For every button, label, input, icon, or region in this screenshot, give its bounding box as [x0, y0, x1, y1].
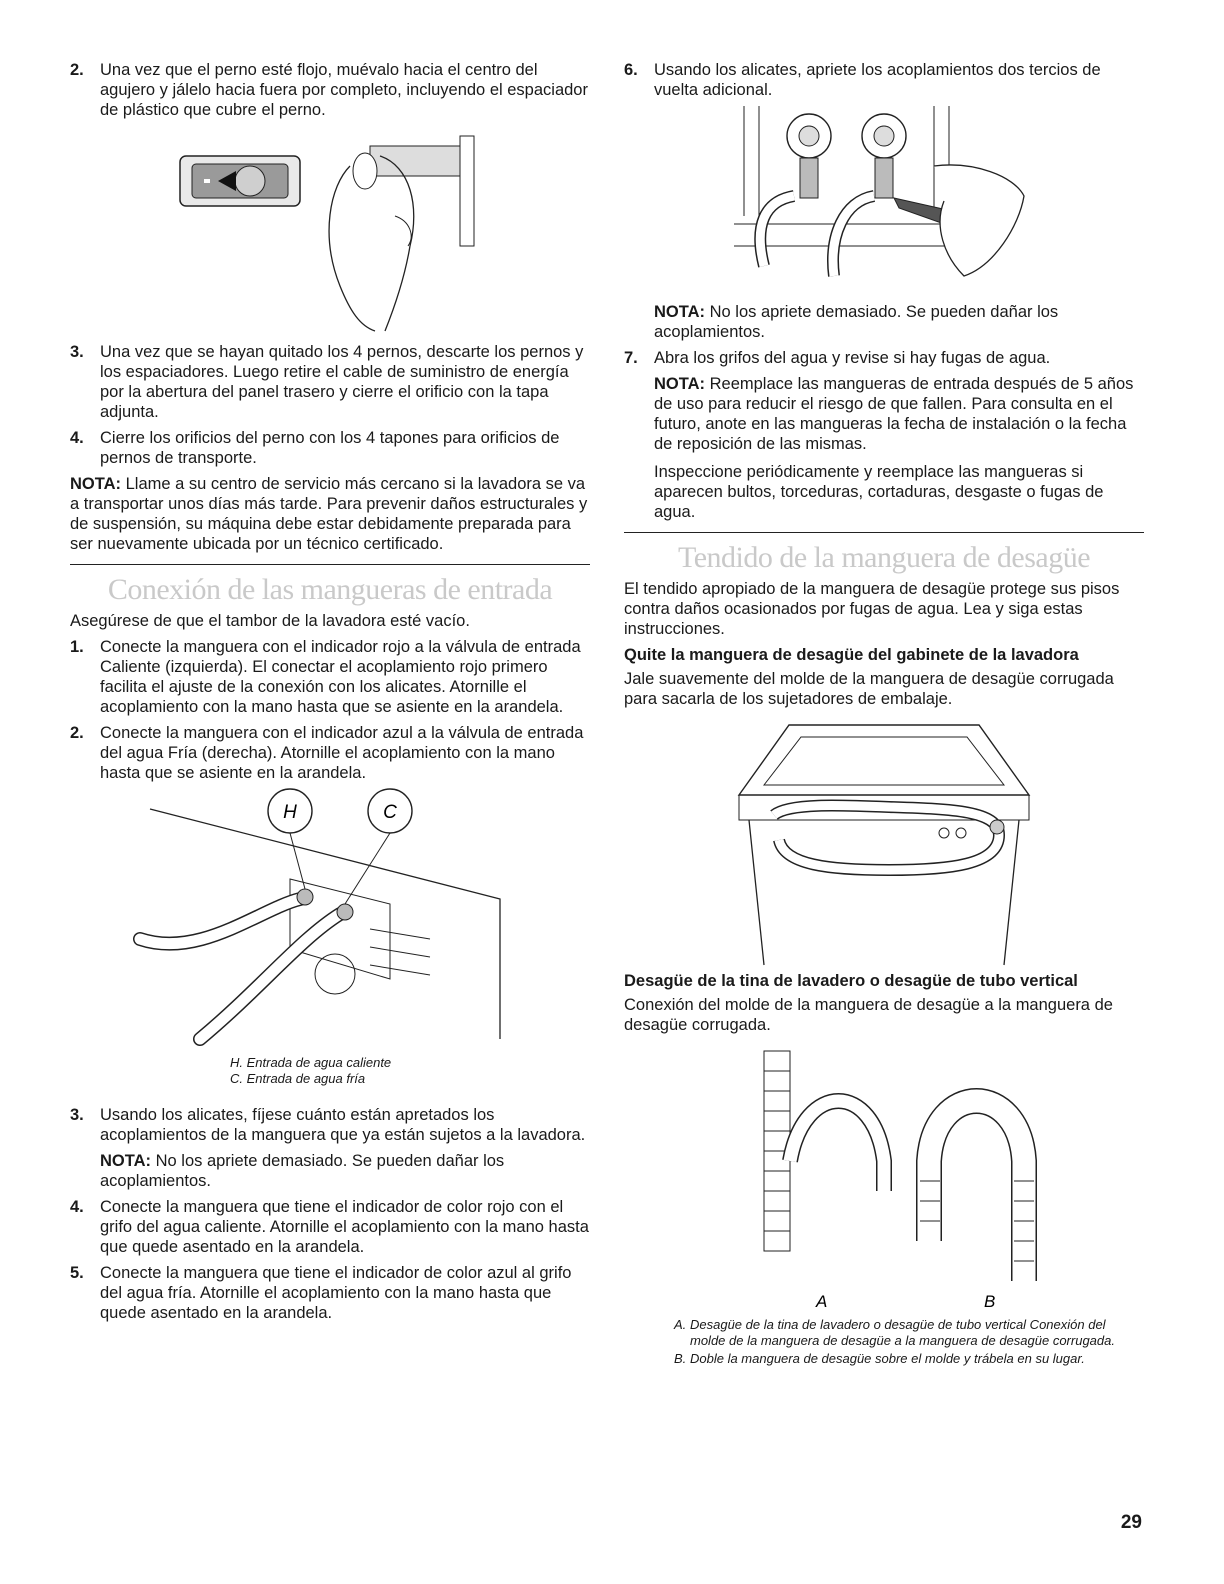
section-divider — [70, 564, 590, 565]
step-3 — [70, 342, 590, 422]
step-4 — [70, 428, 590, 468]
note-overtighten — [70, 1151, 590, 1191]
note-overtighten-2 — [624, 302, 1144, 342]
step-number: 2. — [70, 724, 84, 742]
subheading-laundry-tub: Desagüe de la tina de lavadero o desagüe de tubo vertical — [624, 972, 1078, 990]
note-label: NOTA: — [654, 303, 706, 321]
label-h: H — [283, 802, 297, 823]
note-text: No los apriete demasiado. Se pueden dañar los acoplamientos. — [100, 1152, 505, 1190]
inlet-step-1 — [70, 637, 590, 717]
caption-list — [624, 1317, 1144, 1367]
step-number: 4. — [70, 1198, 84, 1216]
caption-text: Desagüe de la tina de lavadero o desagüe de tubo vertical Conexión del molde de la manguera de desagüe a la manguera de desagüe corrugada. — [690, 1317, 1115, 1348]
step-number: 3. — [70, 343, 84, 361]
caption-c: C. Entrada de agua fría — [230, 1071, 366, 1086]
drain-intro: El tendido apropiado de la manguera de desagüe protege sus pisos contra daños ocasionados por fugas de agua. Lea y siga estas instrucciones. — [624, 580, 1120, 638]
inlet-intro: Asegúrese de que el tambor de la lavadora esté vacío. — [70, 612, 470, 630]
inlet-step-4 — [70, 1197, 590, 1257]
caption-key: A. — [674, 1317, 687, 1332]
caption-a — [674, 1317, 1144, 1349]
step-2 — [70, 60, 590, 120]
caption-text: Doble la manguera de desagüe sobre el molde y trábela en su lugar. — [690, 1351, 1085, 1366]
laundry-tub-text: Conexión del molde de la manguera de desagüe a la manguera de desagüe corrugada. — [624, 996, 1113, 1034]
step-number: 7. — [624, 349, 638, 367]
left-column — [70, 60, 590, 1329]
step-text: Conecte la manguera con el indicador rojo a la válvula de entrada Caliente (izquierda). El conectar el acoplamiento rojo primero facilita el ajuste de la conexión con los alicates. Atornille el acoplamiento con la mano hasta que se asiente en la arandela. — [100, 638, 581, 716]
washer-back-illustration — [729, 715, 1039, 965]
inspect-text: Inspeccione periódicamente y reemplace las mangueras si aparecen bultos, torceduras, cortaduras, desgaste o fugas de agua. — [654, 463, 1104, 521]
step-number: 5. — [70, 1264, 84, 1282]
step-text: Usando los alicates, fíjese cuánto están apretados los acoplamientos de la manguera que ya están sujetos a la lavadora. — [100, 1106, 586, 1144]
step-number: 2. — [70, 61, 84, 79]
label-c: C — [383, 802, 397, 823]
step-text: Conecte la manguera con el indicador azul a la válvula de entrada del agua Fría (derecha). Atornille el acoplamiento con la mano hasta que se asiente en la arandela. — [100, 724, 584, 782]
step-number: 6. — [624, 61, 638, 79]
inlet-step-6 — [624, 60, 1144, 100]
inlet-step-5 — [70, 1263, 590, 1323]
note-label: NOTA: — [100, 1152, 152, 1170]
caption-b — [674, 1351, 1144, 1367]
label-b: B — [984, 1292, 996, 1311]
pliers-tightening-illustration — [734, 106, 1034, 296]
step-number: 3. — [70, 1106, 84, 1124]
inlet-step-7 — [624, 348, 1144, 368]
page-number: 29 — [1120, 1512, 1142, 1533]
step-text: Conecte la manguera que tiene el indicador de color rojo con el grifo del agua caliente. Atornille el acoplamiento con la mano hasta que quede asentado en la arandela. — [100, 1198, 589, 1256]
step-text: Una vez que se hayan quitado los 4 pernos, descarte los pernos y los espaciadores. Luego retire el cable de suministro de energía por la abertura del panel trasero y cierre el orificio con la tapa adjunta. — [100, 343, 584, 421]
step-text: Abra los grifos del agua y revise si hay fugas de agua. — [654, 349, 1051, 367]
inlet-step-2 — [70, 723, 590, 783]
note-transport — [70, 474, 590, 554]
note-text: Llame a su centro de servicio más cercano si la lavadora se va a transportar unos días más tarde. Para prevenir daños estructurales y de suspensión, su máquina debe estar debidamente preparada para ser nuevamente ubicada por un técnico certificado. — [70, 475, 588, 553]
note-replace-hoses — [624, 374, 1144, 454]
caption-key: B. — [674, 1351, 687, 1366]
step-number: 4. — [70, 429, 84, 447]
section-divider — [624, 532, 1144, 533]
step-text: Cierre los orificios del perno con los 4 tapones para orificios de pernos de transporte. — [100, 429, 560, 467]
step-number: 1. — [70, 638, 84, 656]
remove-drain-text: Jale suavemente del molde de la manguera de desagüe corrugada para sacarla de los sujetadores de embalaje. — [624, 670, 1114, 708]
drain-hose-forms-illustration — [724, 1041, 1044, 1311]
step-text: Usando los alicates, apriete los acoplamientos dos tercios de vuelta adicional. — [654, 61, 1101, 99]
section-heading-inlet-hoses: Conexión de las mangueras de entrada — [107, 573, 553, 606]
step-text: Una vez que el perno esté flojo, muévalo hacia el centro del agujero y jálelo hacia fuera por completo, incluyendo el espaciador de plástico que cubre el perno. — [100, 61, 588, 119]
bolt-removal-illustration — [170, 126, 490, 336]
right-column — [624, 60, 1144, 1367]
note-label: NOTA: — [654, 375, 706, 393]
note-text: No los apriete demasiado. Se pueden dañar los acoplamientos. — [654, 303, 1059, 341]
subheading-remove-drain-hose: Quite la manguera de desagüe del gabinete de la lavadora — [624, 646, 1079, 664]
step-text: Conecte la manguera que tiene el indicador de color azul al grifo del agua fría. Atornille el acoplamiento con la mano hasta que quede asentado en la arandela. — [100, 1264, 572, 1322]
caption-h: H. Entrada de agua caliente — [230, 1055, 392, 1070]
label-a: A — [816, 1292, 828, 1311]
section-heading-drain-hose: Tendido de la manguera de desagüe — [677, 541, 1091, 574]
note-label: NOTA: — [70, 475, 122, 493]
inlet-valves-illustration — [140, 789, 520, 1049]
inlet-step-3 — [70, 1105, 590, 1145]
note-text: Reemplace las mangueras de entrada después de 5 años de uso para reducir el riesgo de que fallen. Para consulta en el futuro, anote en las mangueras la fecha de instalación o la fecha de reposición de las mismas. — [654, 375, 1134, 453]
